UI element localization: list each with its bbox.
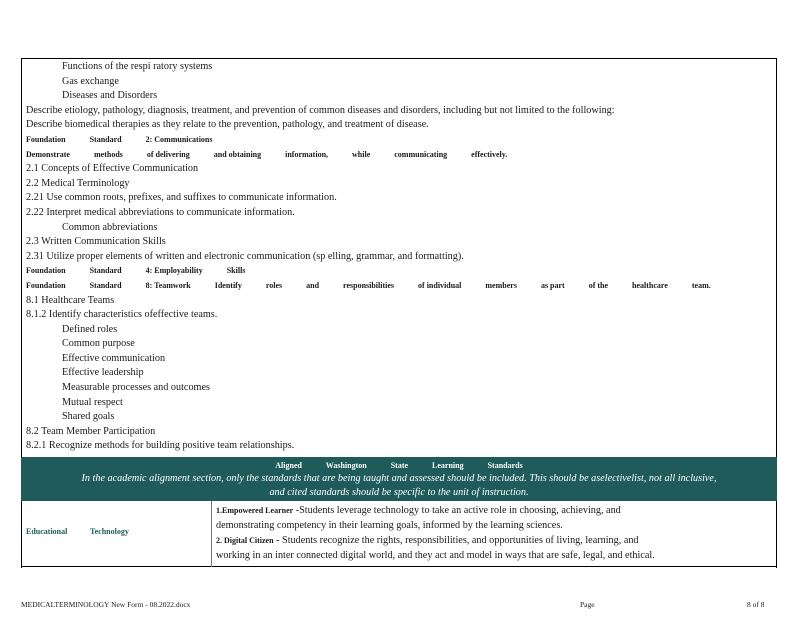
heading-word: effectively. xyxy=(471,149,508,159)
heading-word: responsibilities xyxy=(343,280,395,290)
text-line xyxy=(26,439,771,454)
bullet-item xyxy=(26,396,771,411)
tech-standard-2-cont: working in an inter connected digital world, and they act and model in ways that are safe, legal, and ethical. xyxy=(216,550,655,561)
aligned-note-line-1: In the academic alignment section, only the standards that are being taught and assessed should be included. This should be aselectivelist, not all inclusive, xyxy=(81,473,717,484)
aligned-title: Aligned Washington State Learning Standards xyxy=(275,461,523,470)
heading-word: of individual xyxy=(418,280,462,290)
tech-label-cell xyxy=(21,501,212,567)
heading-word: Demonstrate xyxy=(26,149,70,159)
demonstrate-line xyxy=(26,148,512,163)
heading-word: Skills xyxy=(226,266,246,276)
heading-word: of delivering xyxy=(146,149,190,159)
heading-word: information, xyxy=(285,149,329,159)
line-text: Diseases and Disorders xyxy=(62,90,158,102)
heading-word: 4: Employability xyxy=(145,266,203,276)
line-text: Mutual respect xyxy=(62,396,123,408)
text-line xyxy=(26,308,771,323)
section-respiratory xyxy=(26,60,771,133)
line-text: Describe biomedical therapies as they relate to the prevention, pathology, and treatment of disease. xyxy=(26,119,429,131)
heading-word: 8: Teamwork xyxy=(145,280,191,290)
bullet-item xyxy=(26,89,771,104)
text-line xyxy=(26,191,771,206)
bullet-item xyxy=(26,221,771,236)
line-text: 8.1 Healthcare Teams xyxy=(26,294,115,306)
document-body xyxy=(26,60,771,454)
tech-standards-cell xyxy=(216,503,772,563)
line-text: Effective communication xyxy=(62,352,166,364)
tech-label-technology: Technology xyxy=(90,527,129,536)
line-text: Shared goals xyxy=(62,411,115,423)
line-text: Gas exchange xyxy=(62,75,119,87)
line-text: 2.2 Medical Terminology xyxy=(26,177,130,189)
footer-page-label: Page xyxy=(580,600,595,609)
line-text: 2.21 Use common roots, prefixes, and suffixes to communicate information. xyxy=(26,192,337,204)
heading-word: communicating xyxy=(394,149,448,159)
line-text: 2.1 Concepts of Effective Communication xyxy=(26,163,199,175)
tech-standard-2: 2. Digital Citizen - Students recognize the rights, responsibilities, and opportunities of living, learning, and xyxy=(216,535,639,546)
text-line xyxy=(26,118,771,133)
heading-word: methods xyxy=(93,149,123,159)
aligned-note-line-2: and cited standards should be specific to the unit of instruction. xyxy=(269,487,529,498)
section-communication xyxy=(26,162,771,264)
line-text: Common abbreviations xyxy=(62,221,158,233)
section-teamwork xyxy=(26,294,771,455)
text-line xyxy=(26,206,771,221)
heading-word: roles xyxy=(265,280,283,290)
tech-standard-1: 1.Empowered Learner -Students leverage technology to take an active role in choosing, achieving, and xyxy=(216,505,621,516)
heading-word: 2: Communications xyxy=(145,134,213,144)
foundation-standard-8 xyxy=(26,279,711,294)
line-text: 2.3 Written Communication Skills xyxy=(26,236,166,248)
heading-word: and xyxy=(306,280,320,290)
heading-word: Standard xyxy=(89,134,122,144)
line-text: 2.31 Utilize proper elements of written and electronic communication (sp elling, grammar, and formatting). xyxy=(26,250,464,262)
line-text: Defined roles xyxy=(62,323,118,335)
heading-word: Foundation xyxy=(26,134,66,144)
heading-word: team. xyxy=(691,280,711,290)
foundation-standard-2 xyxy=(26,133,771,148)
text-line xyxy=(26,250,771,265)
heading-word: members xyxy=(485,280,517,290)
heading-word: as part xyxy=(540,280,565,290)
text-line xyxy=(26,235,771,250)
text-line xyxy=(26,162,771,177)
bullet-item xyxy=(26,337,771,352)
aligned-standards-bar xyxy=(21,457,777,501)
bullet-item xyxy=(26,60,771,75)
line-text: 8.1.2 Identify characteristics ofeffective teams. xyxy=(26,309,218,321)
line-text: Common purpose xyxy=(62,338,135,350)
text-line xyxy=(26,425,771,440)
foundation-standard-4 xyxy=(26,264,771,279)
heading-word: healthcare xyxy=(632,280,668,290)
line-text: 2.22 Interpret medical abbreviations to communicate information. xyxy=(26,206,295,218)
bullet-item xyxy=(26,323,771,338)
bullet-item xyxy=(26,366,771,381)
heading-word: Foundation xyxy=(26,266,66,276)
line-text: 8.2 Team Member Participation xyxy=(26,425,156,437)
tech-standard-1-cont: demonstrating competency in their learning goals, informed by the learning sciences. xyxy=(216,520,563,531)
line-text: Describe etiology, pathology, diagnosis, treatment, and prevention of common diseases and disorders, including but not limited to the following: xyxy=(26,104,615,116)
text-line xyxy=(26,294,771,309)
educational-technology-table xyxy=(21,501,777,567)
heading-word: while xyxy=(352,149,371,159)
heading-word: Foundation xyxy=(26,280,66,290)
text-line xyxy=(26,104,771,119)
heading-word: Standard xyxy=(89,266,122,276)
line-text: 8.2.1 Recognize methods for building positive team relationships. xyxy=(26,440,295,452)
bullet-item xyxy=(26,410,771,425)
heading-word: Standard xyxy=(89,280,122,290)
heading-word: and obtaining xyxy=(213,149,262,159)
line-text: Measurable processes and outcomes xyxy=(62,382,210,394)
tech-label-educational: Educational xyxy=(26,527,68,536)
bullet-item xyxy=(26,352,771,367)
heading-word: Identify xyxy=(214,280,242,290)
footer-page-number: 8 of 8 xyxy=(747,600,765,609)
text-line xyxy=(26,177,771,192)
footer-filename: MEDICALTERMINOLOGY New Form - 08.2022.docx xyxy=(21,600,191,609)
heading-word: of the xyxy=(588,280,609,290)
bullet-item xyxy=(26,381,771,396)
line-text: Functions of the respi ratory systems xyxy=(62,61,213,72)
bullet-item xyxy=(26,75,771,90)
line-text: Effective leadership xyxy=(62,367,144,379)
